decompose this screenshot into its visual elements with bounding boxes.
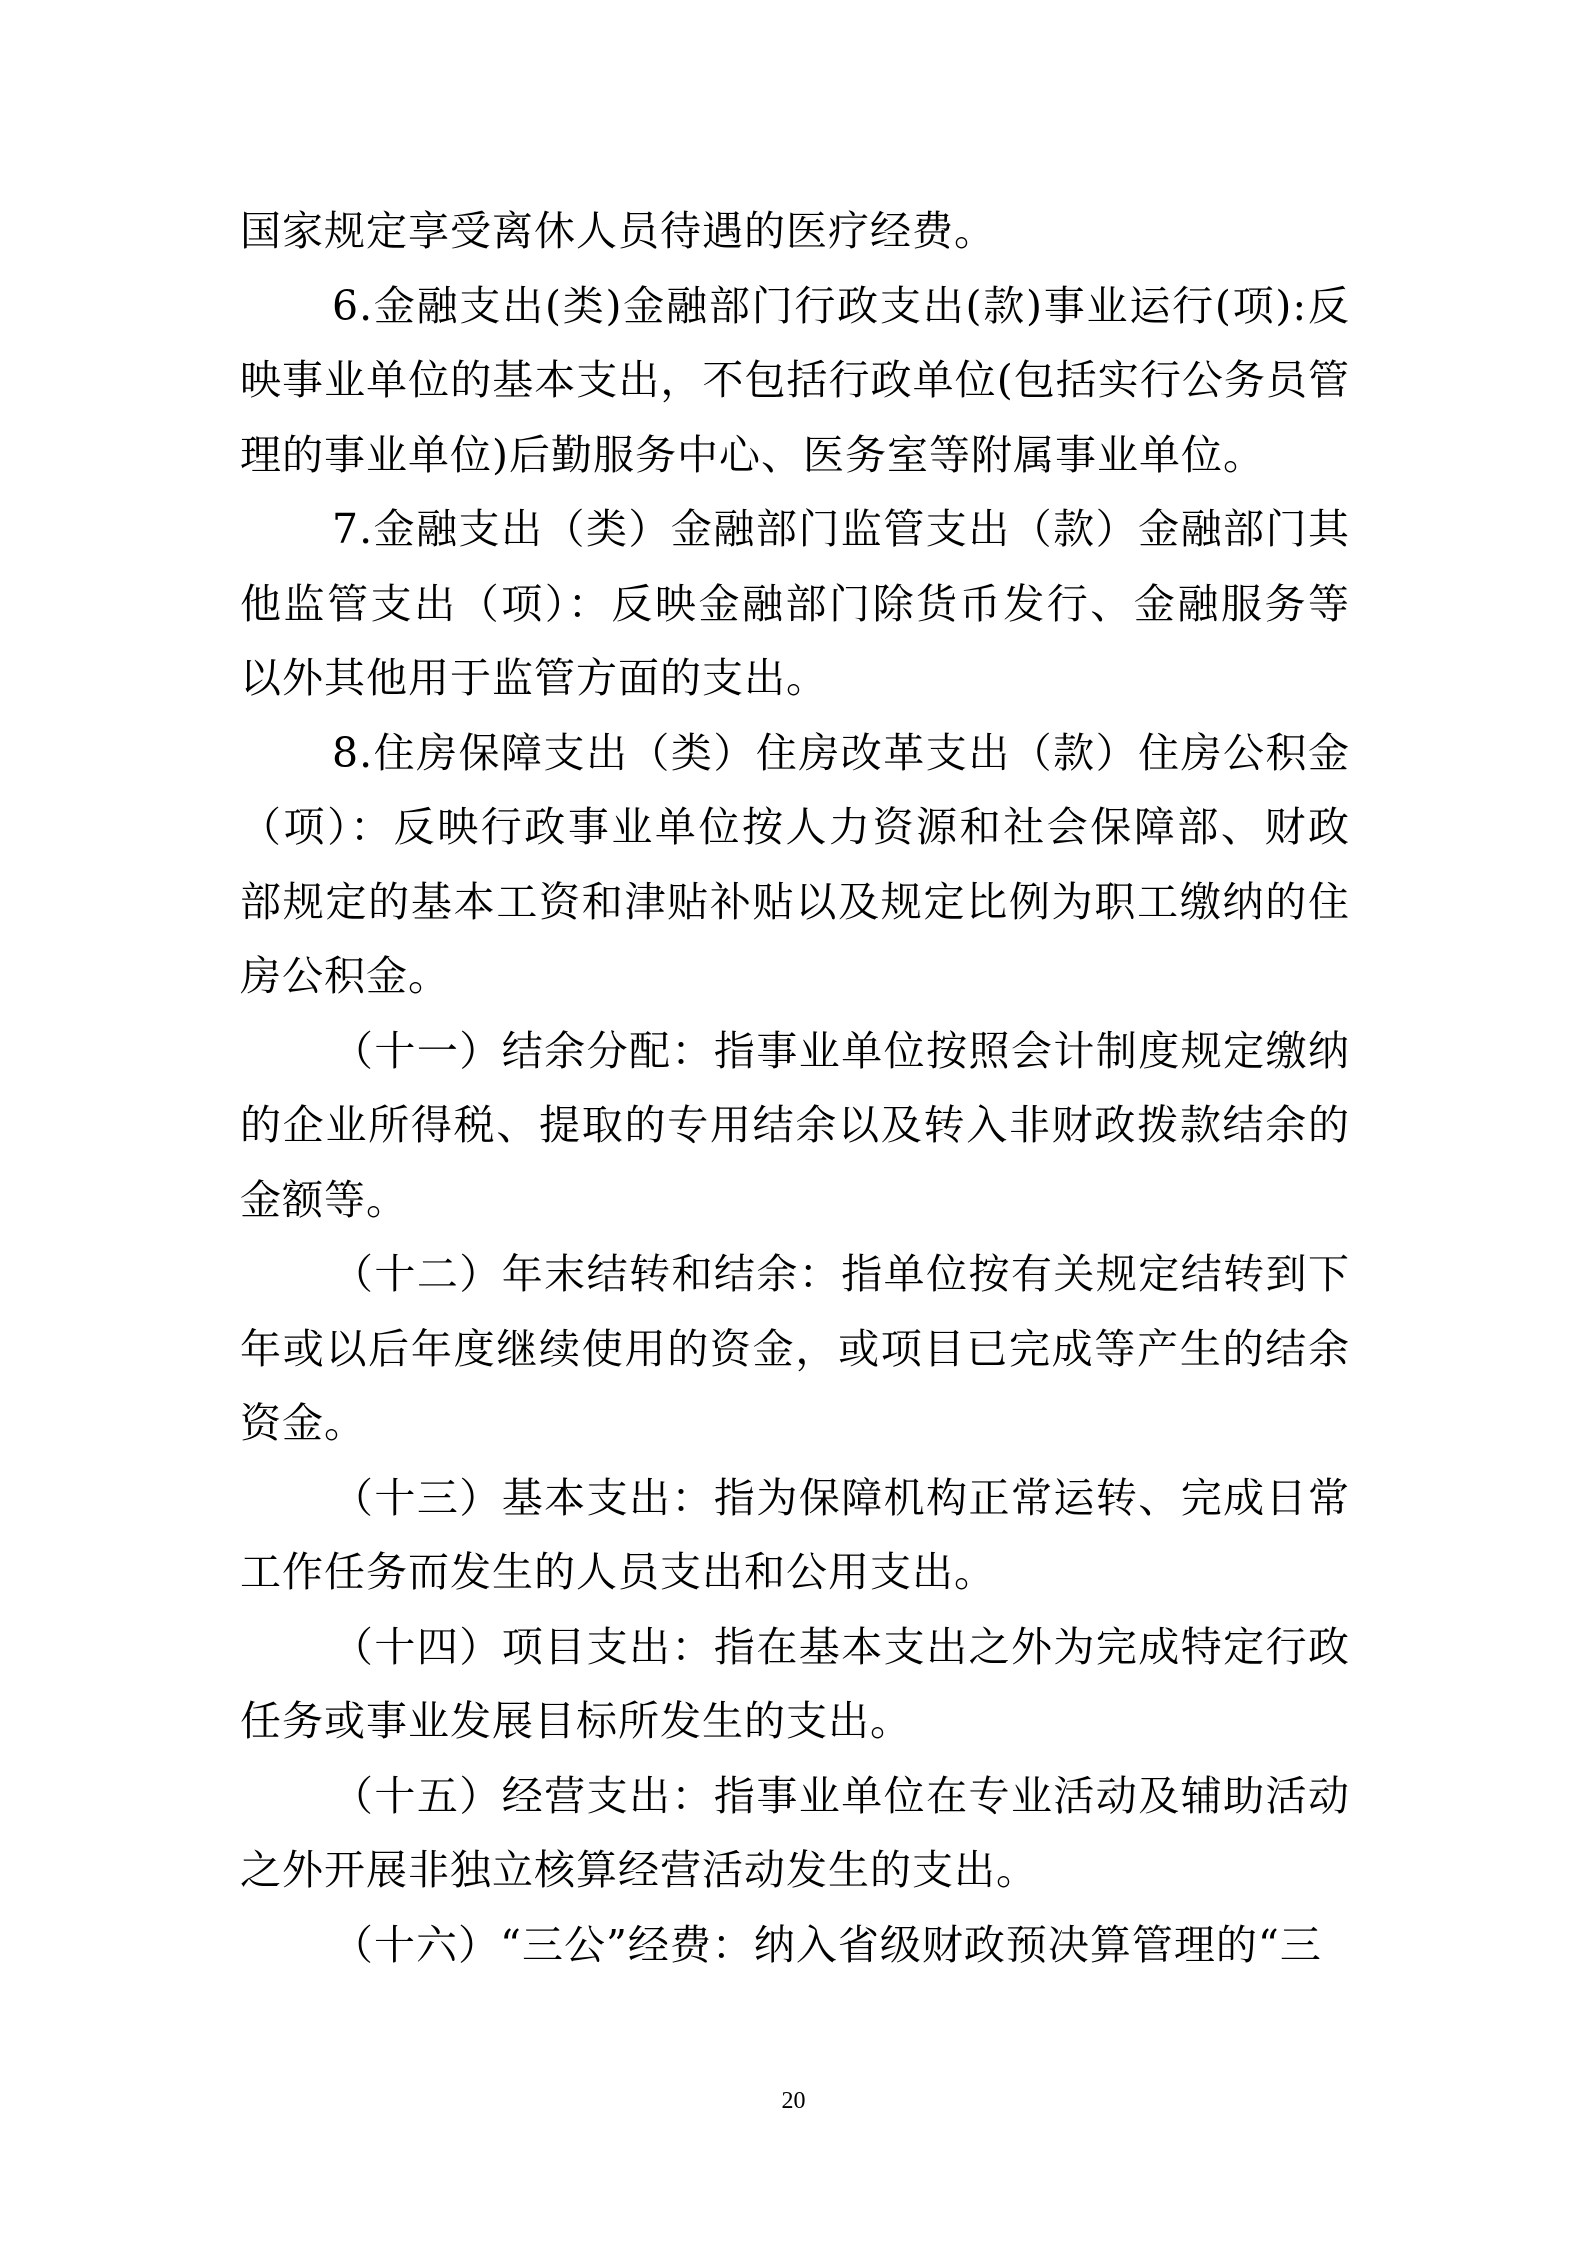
paragraph-section-14-project-expenditure: （十四）项目支出：指在基本支出之外为完成特定行政任务或事业发展目标所发生的支出。 xyxy=(240,1622,1350,1745)
paragraph-section-13-basic-expenditure: （十三）基本支出：指为保障机构正常运转、完成日常工作任务而发生的人员支出和公用支出。 xyxy=(240,1473,1350,1596)
body-text xyxy=(240,194,1350,1982)
paragraph-item-8-housing-fund: 8.住房保障支出（类）住房改革支出（款）住房公积金（项）：反映行政事业单位按人力资源和社会保障部、财政部规定的基本工资和津贴补贴以及规定比例为职工缴纳的住房公积金。 xyxy=(240,728,1350,1000)
paragraph-section-11-surplus-distribution: （十一）结余分配：指事业单位按照会计制度规定缴纳的企业所得税、提取的专用结余以及转入非财政拨款结余的金额等。 xyxy=(240,1026,1350,1224)
paragraph-medical-funds-continuation: 国家规定享受离休人员待遇的医疗经费。 xyxy=(240,207,996,255)
paragraph-section-16-three-public-funds: （十六）“三公”经费：纳入省级财政预决算管理的“三 xyxy=(332,1920,1322,1969)
paragraph-item-6-business-operation: 6.金融支出(类)金融部门行政支出(款)事业运行(项):反映事业单位的基本支出，不包括行政单位(包括实行公务员管理的事业单位)后勤服务中心、医务室等附属事业单位。 xyxy=(240,281,1350,479)
page-number: 20 xyxy=(781,2088,806,2114)
paragraph-section-12-year-end-carryover: （十二）年末结转和结余：指单位按有关规定结转到下年或以后年度继续使用的资金，或项目已完成等产生的结余资金。 xyxy=(240,1250,1350,1447)
paragraph-section-15-operating-expenditure: （十五）经营支出：指事业单位在专业活动及辅助活动之外开展非独立核算经营活动发生的支出。 xyxy=(240,1771,1350,1894)
paragraph-item-7-other-supervision: 7.金融支出（类）金融部门监管支出（款）金融部门其他监管支出（项）：反映金融部门除货币发行、金融服务等以外其他用于监管方面的支出。 xyxy=(240,505,1350,702)
